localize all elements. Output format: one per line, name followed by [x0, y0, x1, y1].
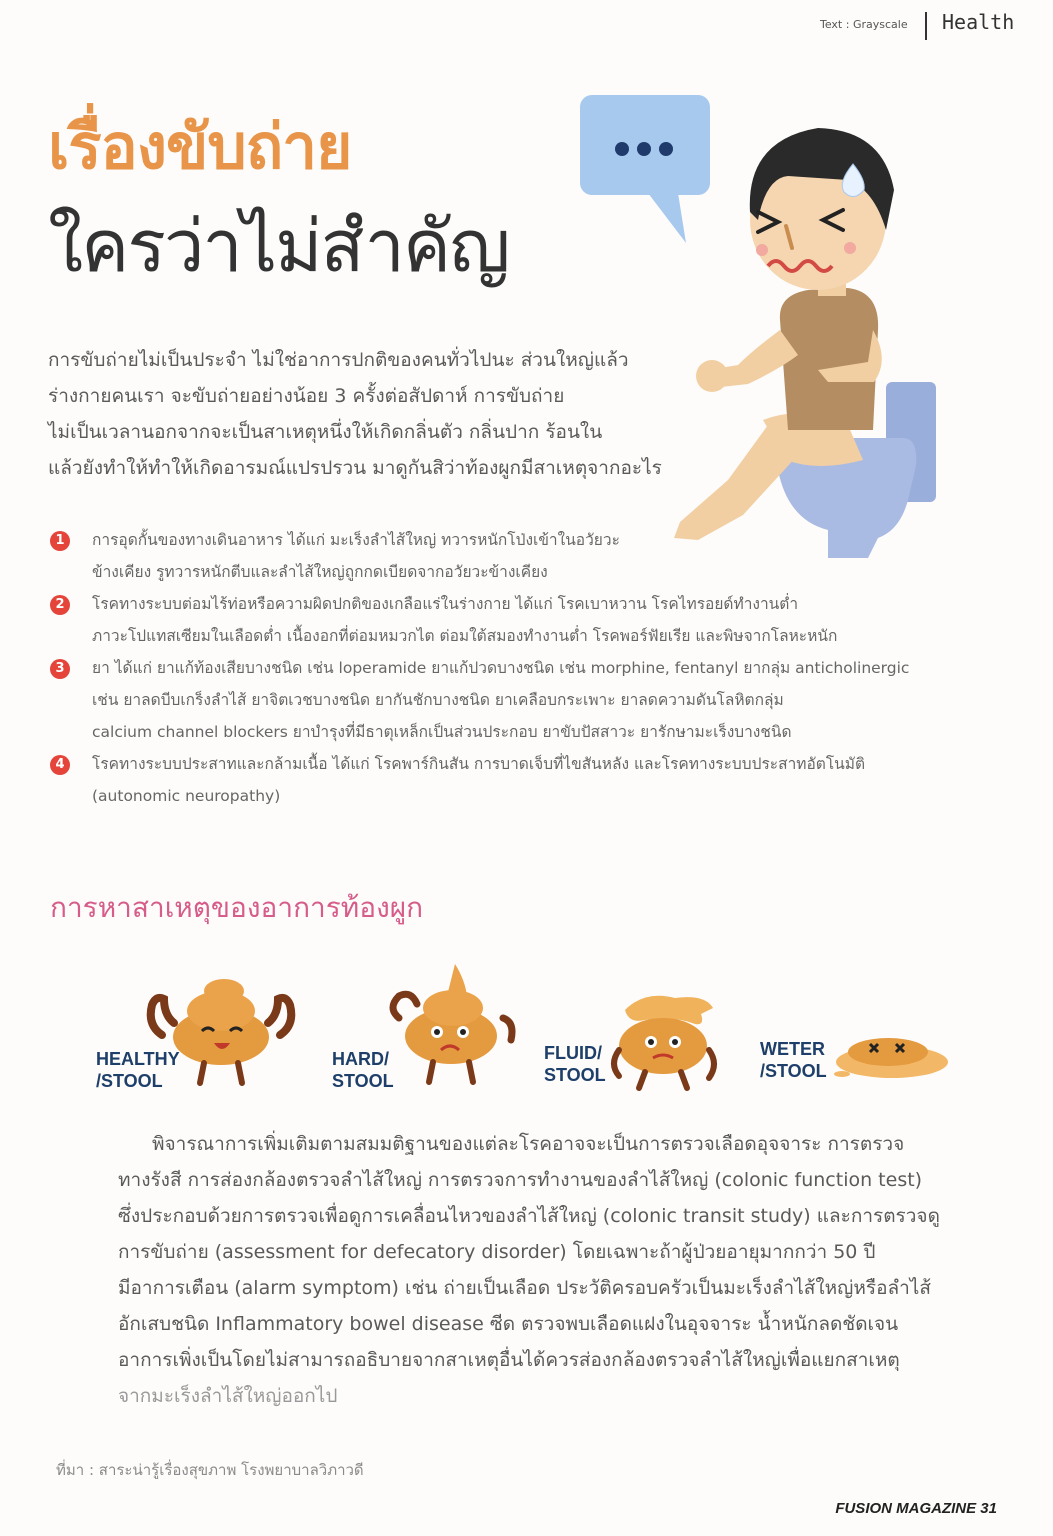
body-line: พิจารณาการเพิ่มเติมตามสมมติฐานของแต่ละโรคอาจจะเป็นการตรวจเลือดอุจจาระ การตรวจ	[152, 1133, 905, 1155]
diagnosis-paragraph	[118, 1126, 948, 1414]
fluid-stool-character	[605, 990, 725, 1090]
cause-item-2	[50, 588, 900, 652]
cause-item-3	[50, 652, 910, 748]
number-badge: 2	[50, 595, 70, 615]
publication-footer: FUSION MAGAZINE 31	[835, 1500, 997, 1517]
page-subtitle: ใครว่าไม่สำคัญ	[48, 204, 509, 288]
intro-paragraph	[48, 342, 688, 486]
stool-label-line: HEALTHY	[96, 1049, 180, 1069]
section-heading: การหาสาเหตุของอาการท้องผูก	[50, 891, 424, 924]
body-line: อักเสบชนิด Inflammatory bowel disease ซีด ตรวจพบเลือดแฝงในอุจจาระ น้ำหนักลดชัดเจน	[118, 1313, 899, 1335]
number-badge: 4	[50, 755, 70, 775]
source-note: ที่มา : สาระน่ารู้เรื่องสุขภาพ โรงพยาบาลวิภาวดี	[56, 1461, 364, 1479]
number-badge: 1	[50, 531, 70, 551]
cause-line: ยา ได้แก่ ยาแก้ท้องเสียบางชนิด เช่น loperamide ยาแก้ปวดบางชนิด เช่น morphine, fentanyl ยากลุ่ม anticholinergic	[92, 659, 910, 677]
cause-line: เช่น ยาลดบีบเกร็งลำไส้ ยาจิตเวชบางชนิด ยากันชักบางชนิด ยาเคลือบกระเพาะ ยาลดความดันโลหิตกลุ่ม	[92, 691, 784, 709]
body-line: มีอาการเตือน (alarm symptom) เช่น ถ่ายเป็นเลือด ประวัติครอบครัวเป็นมะเร็งลำไส้ใหญ่หรือลำไส้	[118, 1277, 931, 1299]
stool-label-line: /STOOL	[96, 1071, 163, 1091]
stool-label-fluid	[544, 1042, 606, 1086]
stool-label-hard	[332, 1048, 394, 1092]
stool-label-line: STOOL	[332, 1071, 394, 1091]
man-on-toilet-illustration	[668, 120, 948, 560]
cause-item-1	[50, 524, 900, 588]
body-line: อาการเพิ่งเป็นโดยไม่สามารถอธิบายจากสาเหตุอื่นได้ควรส่องกล้องตรวจลำไส้ใหญ่เพื่อแยกสาเหตุ	[118, 1349, 900, 1371]
page-title: เรื่องขับถ่าย	[48, 110, 352, 183]
causes-list	[50, 524, 910, 812]
cause-line: โรคทางระบบต่อมไร้ท่อหรือความผิดปกติของเกลือแร่ในร่างกาย ได้แก่ โรคเบาหวาน โรคไทรอยด์ทำงานต่ำ	[92, 595, 799, 613]
cause-line: ภาวะโปแทสเซียมในเลือดต่ำ เนื้องอกที่ต่อมหมวกไต ต่อมใต้สมองทำงานต่ำ โรคพอร์ฟัยเรีย และพิษจากโลหะหนัก	[92, 627, 838, 645]
stool-label-healthy	[96, 1048, 180, 1092]
hard-stool-character	[385, 960, 525, 1085]
intro-line: การขับถ่ายไม่เป็นประจำ ไม่ใช่อาการปกติของคนทั่วไปนะ ส่วนใหญ่แล้ว	[48, 349, 629, 371]
stool-label-line: HARD/	[332, 1049, 389, 1069]
cause-line: (autonomic neuropathy)	[92, 787, 281, 805]
stool-label-weter	[760, 1038, 827, 1082]
cause-line: การอุดกั้นของทางเดินอาหาร ได้แก่ มะเร็งลำไส้ใหญ่ ทวารหนักโป่งเข้าในอวัยวะ	[92, 531, 620, 549]
stool-label-line: WETER	[760, 1039, 825, 1059]
stool-label-line: /STOOL	[760, 1061, 827, 1081]
body-line: ทางรังสี การส่องกล้องตรวจลำไส้ใหญ่ การตรวจการทำงานของลำไส้ใหญ่ (colonic function test)	[118, 1169, 923, 1191]
body-line: การขับถ่าย (assessment for defecatory disorder) โดยเฉพาะถ้าผู้ป่วยอายุมากกว่า 50 ปี	[118, 1241, 876, 1263]
cause-line: ข้างเคียง รูทวารหนักตีบและลำไส้ใหญ่ถูกกดเบียดจากอวัยวะข้างเคียง	[92, 563, 548, 581]
header-divider	[925, 12, 927, 40]
number-badge: 3	[50, 659, 70, 679]
cause-line: โรคทางระบบประสาทและกล้ามเนื้อ ได้แก่ โรคพาร์กินสัน การบาดเจ็บที่ไขสันหลัง และโรคทางระบบประสาทอัตโนมัติ	[92, 755, 866, 773]
intro-line: ไม่เป็นเวลานอกจากจะเป็นสาเหตุหนึ่งให้เกิดกลิ่นตัว กลิ่นปาก ร้อนใน	[48, 421, 603, 443]
cause-item-4	[50, 748, 900, 812]
section-label: Health	[942, 10, 1015, 34]
intro-line: ร่างกายคนเรา จะขับถ่ายอย่างน้อย 3 ครั้งต่อสัปดาห์ การขับถ่าย	[48, 385, 565, 407]
stool-label-line: FLUID/	[544, 1043, 602, 1063]
intro-line: แล้วยังทำให้ทำให้เกิดอารมณ์แปรปรวน มาดูกันสิว่าท้องผูกมีสาเหตุจากอะไร	[48, 457, 662, 479]
cause-line: calcium channel blockers ยาบำรุงที่มีธาตุเหล็กเป็นส่วนประกอบ ยาขับปัสสาวะ ยารักษามะเร็งบางชนิด	[92, 723, 792, 741]
body-line: ซึ่งประกอบด้วยการตรวจเพื่อดูการเคลื่อนไหวของลำไส้ใหญ่ (colonic transit study) และการตรวจดู	[118, 1205, 940, 1227]
weter-stool-character	[832, 1028, 952, 1088]
header-credit: Text : Grayscale	[820, 18, 908, 31]
stool-label-line: STOOL	[544, 1065, 606, 1085]
body-line: จากมะเร็งลำไส้ใหญ่ออกไป	[118, 1385, 338, 1407]
